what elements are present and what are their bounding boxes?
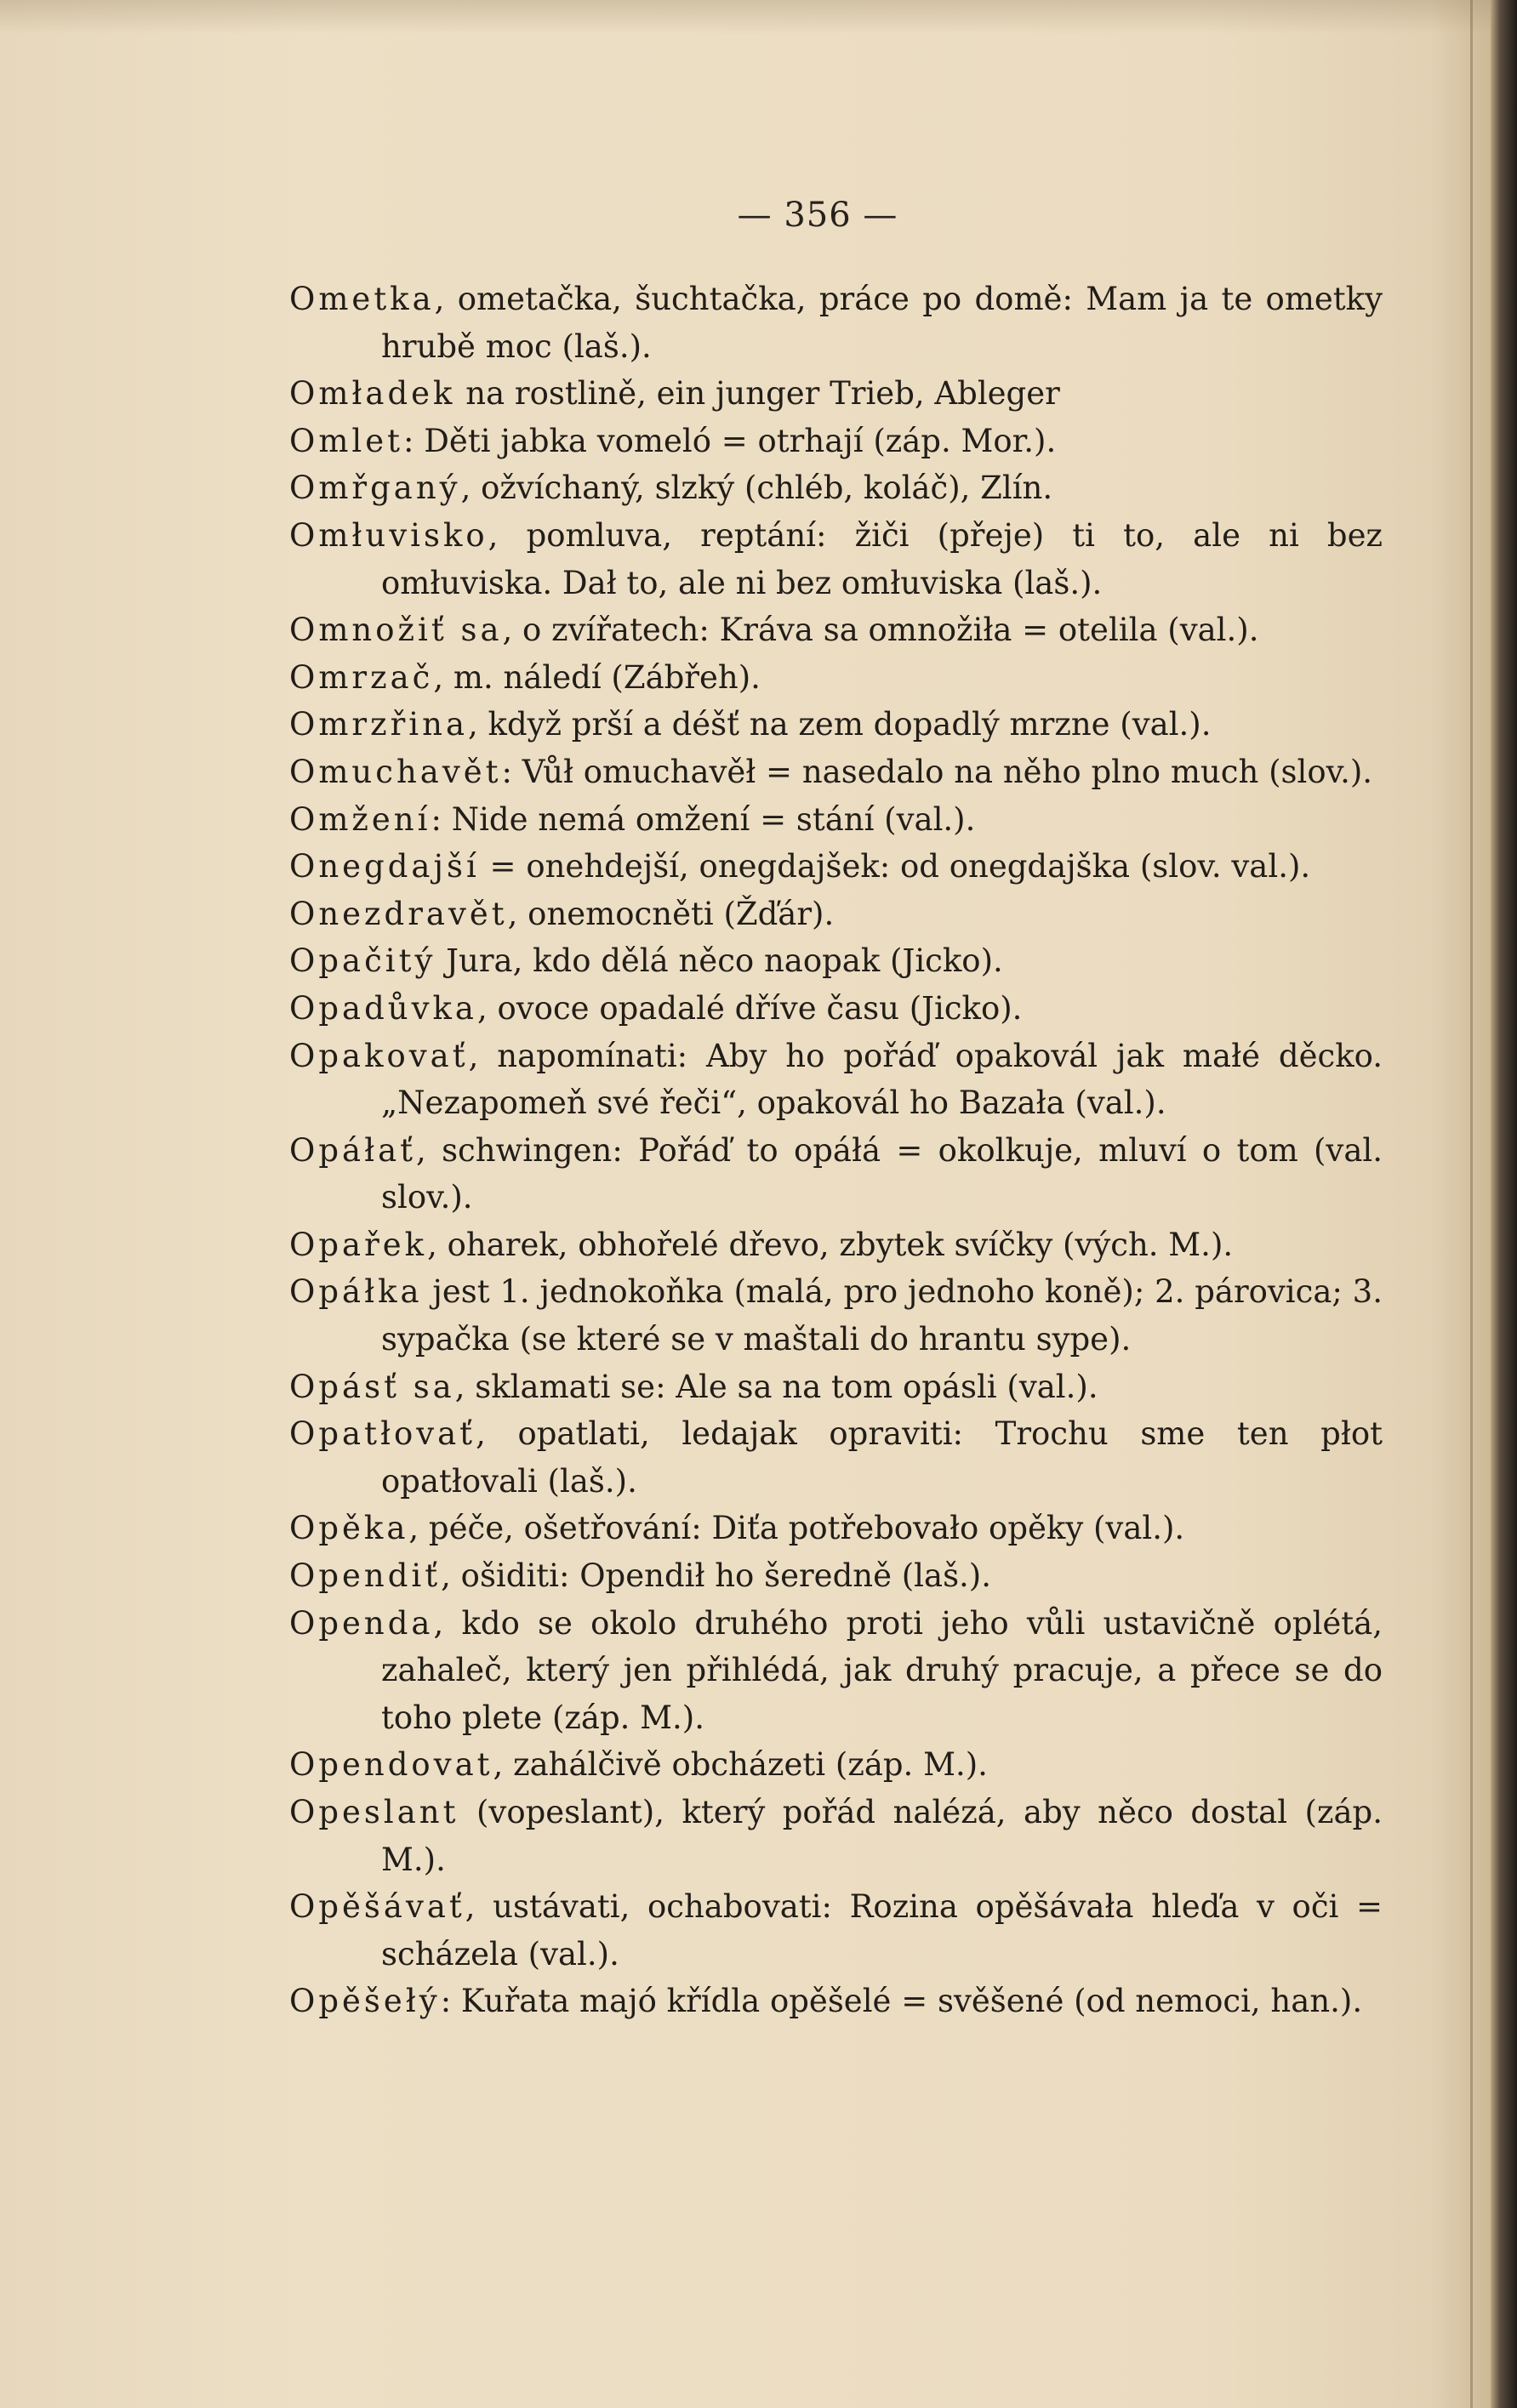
headword: Opěšełý	[289, 1983, 441, 2020]
headword: Opatłovať	[289, 1415, 476, 1453]
dictionary-entry	[289, 464, 1383, 512]
page-number: — 356 —	[737, 196, 898, 235]
dictionary-entry	[289, 843, 1383, 891]
definition: , ovoce opadalé dříve času (Jicko).	[476, 989, 1023, 1027]
definition: , o zvířatech: Kráva sa omnožiła = otelila (val.).	[502, 612, 1259, 649]
definition: , když prší a déšť na zem dopadlý mrzne (val.).	[468, 706, 1212, 743]
definition: , ošiditi: Opendił ho šeredně (laš.).	[441, 1557, 992, 1595]
definition: , kdo se okolo druhého proti jeho vůli ustavičně oplétá, zahaleč, který jen přihlédá, jak druhý pracuje, a přece se do toho plete (záp. M.).	[381, 1604, 1383, 1736]
dictionary-entry	[289, 654, 1383, 702]
dictionary-entry	[289, 1127, 1383, 1221]
headword: Opáłať	[289, 1131, 417, 1169]
dictionary-entry	[289, 1033, 1383, 1127]
dictionary-entry	[289, 512, 1383, 606]
dictionary-entry	[289, 1268, 1383, 1363]
dictionary-entry	[289, 701, 1383, 749]
headword: Opásť sa	[289, 1368, 455, 1405]
headword: Opeslant	[289, 1794, 459, 1830]
definition: , ožvíchaný, slzký (chléb, koláč), Zlín.	[460, 470, 1053, 507]
dictionary-entry	[289, 418, 1383, 465]
dictionary-entry	[289, 276, 1383, 370]
headword: Opendovat	[289, 1746, 493, 1784]
headword: Opěka	[289, 1510, 409, 1547]
dictionary-entry	[289, 1410, 1383, 1505]
dictionary-entry	[289, 1883, 1383, 1978]
definition: , zahálčivě obcházeti (záp. M.).	[493, 1746, 988, 1784]
dictionary-entries	[289, 276, 1383, 2025]
headword: Opakovať	[289, 1037, 469, 1074]
definition: : Kuřata majó křídla opěšelé = svěšené (od nemoci, han.).	[440, 1983, 1363, 2020]
dictionary-entry	[289, 749, 1383, 796]
definition: jest 1. jednokoňka (malá, pro jednoho koně); 2. párovica; 3. sypačka (se které se v maštali do hrantu sype).	[381, 1273, 1383, 1358]
headword: Opáłka	[289, 1273, 423, 1311]
dictionary-entry	[289, 606, 1383, 654]
headword: Omrzřina	[289, 706, 469, 743]
headword: Ometka	[289, 281, 435, 317]
dictionary-entry	[289, 1221, 1383, 1269]
definition: : Nide nemá omžení = stání (val.).	[431, 800, 976, 838]
headword: Opařek	[289, 1226, 428, 1263]
headword: Opendiť	[289, 1557, 442, 1595]
definition: , m. náledí (Zábřeh).	[433, 658, 761, 696]
headword: Omuchavět	[289, 753, 502, 790]
headword: Opěšávať	[289, 1888, 465, 1926]
definition: , sklamati se: Ale sa na tom opásli (val.).	[454, 1368, 1098, 1405]
headword: Omnožiť sa	[289, 612, 503, 649]
definition: = onehdejší, onegdajšek: od onegdajška (slov. val.).	[479, 848, 1311, 885]
dictionary-entry	[289, 985, 1383, 1033]
headword: Omłuvisko	[289, 516, 488, 554]
dictionary-entry	[289, 1600, 1383, 1742]
dictionary-entry	[289, 370, 1383, 418]
headword: Openda	[289, 1604, 434, 1642]
definition: , oharek, obhořelé dřevo, zbytek svíčky (vých. M.).	[427, 1226, 1234, 1263]
headword: Onegdajší	[289, 848, 480, 885]
definition: , onemocněti (Žďár).	[507, 895, 835, 932]
headword: Opadůvka	[289, 989, 477, 1027]
dictionary-entry	[289, 1789, 1383, 1883]
dictionary-entry	[289, 1978, 1383, 2025]
headword: Opačitý	[289, 942, 436, 980]
dictionary-entry	[289, 796, 1383, 844]
definition: (vopeslant), který pořád nalézá, aby něco dostal (záp. M.).	[381, 1794, 1383, 1878]
definition: : Děti jabka vomeló = otrhají (záp. Mor.).	[403, 422, 1057, 459]
dictionary-entry	[289, 1741, 1383, 1789]
definition: , opatlati, ledajak opraviti: Trochu sme ten płot opatłovali (laš.).	[381, 1415, 1383, 1500]
dictionary-entry	[289, 937, 1383, 985]
definition: , pomluva, reptání: žiči (přeje) ti to, ale ni bez omłuviska. Dał to, ale ni bez omłuviska (laš.).	[381, 516, 1383, 601]
definition: , schwingen: Pořáď to opáłá = okolkuje, mluví o tom (val. slov.).	[381, 1131, 1383, 1216]
headword: Omřganý	[289, 470, 461, 507]
dictionary-entry	[289, 1552, 1383, 1600]
definition: , napomínati: Aby ho pořáď opakovál jak małé děcko. „Nezapomeň své řeči“, opakovál ho Bazała (val.).	[381, 1037, 1383, 1122]
definition: , ometačka, šuchtačka, práce po domě: Mam ja te ometky hrubě moc (laš.).	[381, 281, 1383, 365]
headword: Omžení	[289, 800, 431, 838]
definition: , péče, ošetřování: Diťa potřebovało opěky (val.).	[408, 1510, 1185, 1547]
book-spine-edge	[1491, 0, 1517, 2408]
dictionary-entry	[289, 1363, 1383, 1411]
dictionary-entry	[289, 891, 1383, 938]
headword: Omrzač	[289, 658, 434, 696]
definition: : Vůł omuchavěł = nasedalo na něho plno much (slov.).	[501, 753, 1373, 790]
definition: Jura, kdo dělá něco naopak (Jicko).	[436, 942, 1003, 980]
headword: Omlet	[289, 422, 404, 459]
definition: , ustávati, ochabovati: Rozina opěšávała hleďa v oči = scházela (val.).	[381, 1888, 1383, 1973]
headword: Omładek	[289, 375, 456, 413]
definition: na rostlině, ein junger Trieb, Ableger	[455, 375, 1060, 413]
page-fold-shadow	[1470, 0, 1473, 2408]
dictionary-entry	[289, 1505, 1383, 1552]
headword: Onezdravět	[289, 895, 508, 932]
